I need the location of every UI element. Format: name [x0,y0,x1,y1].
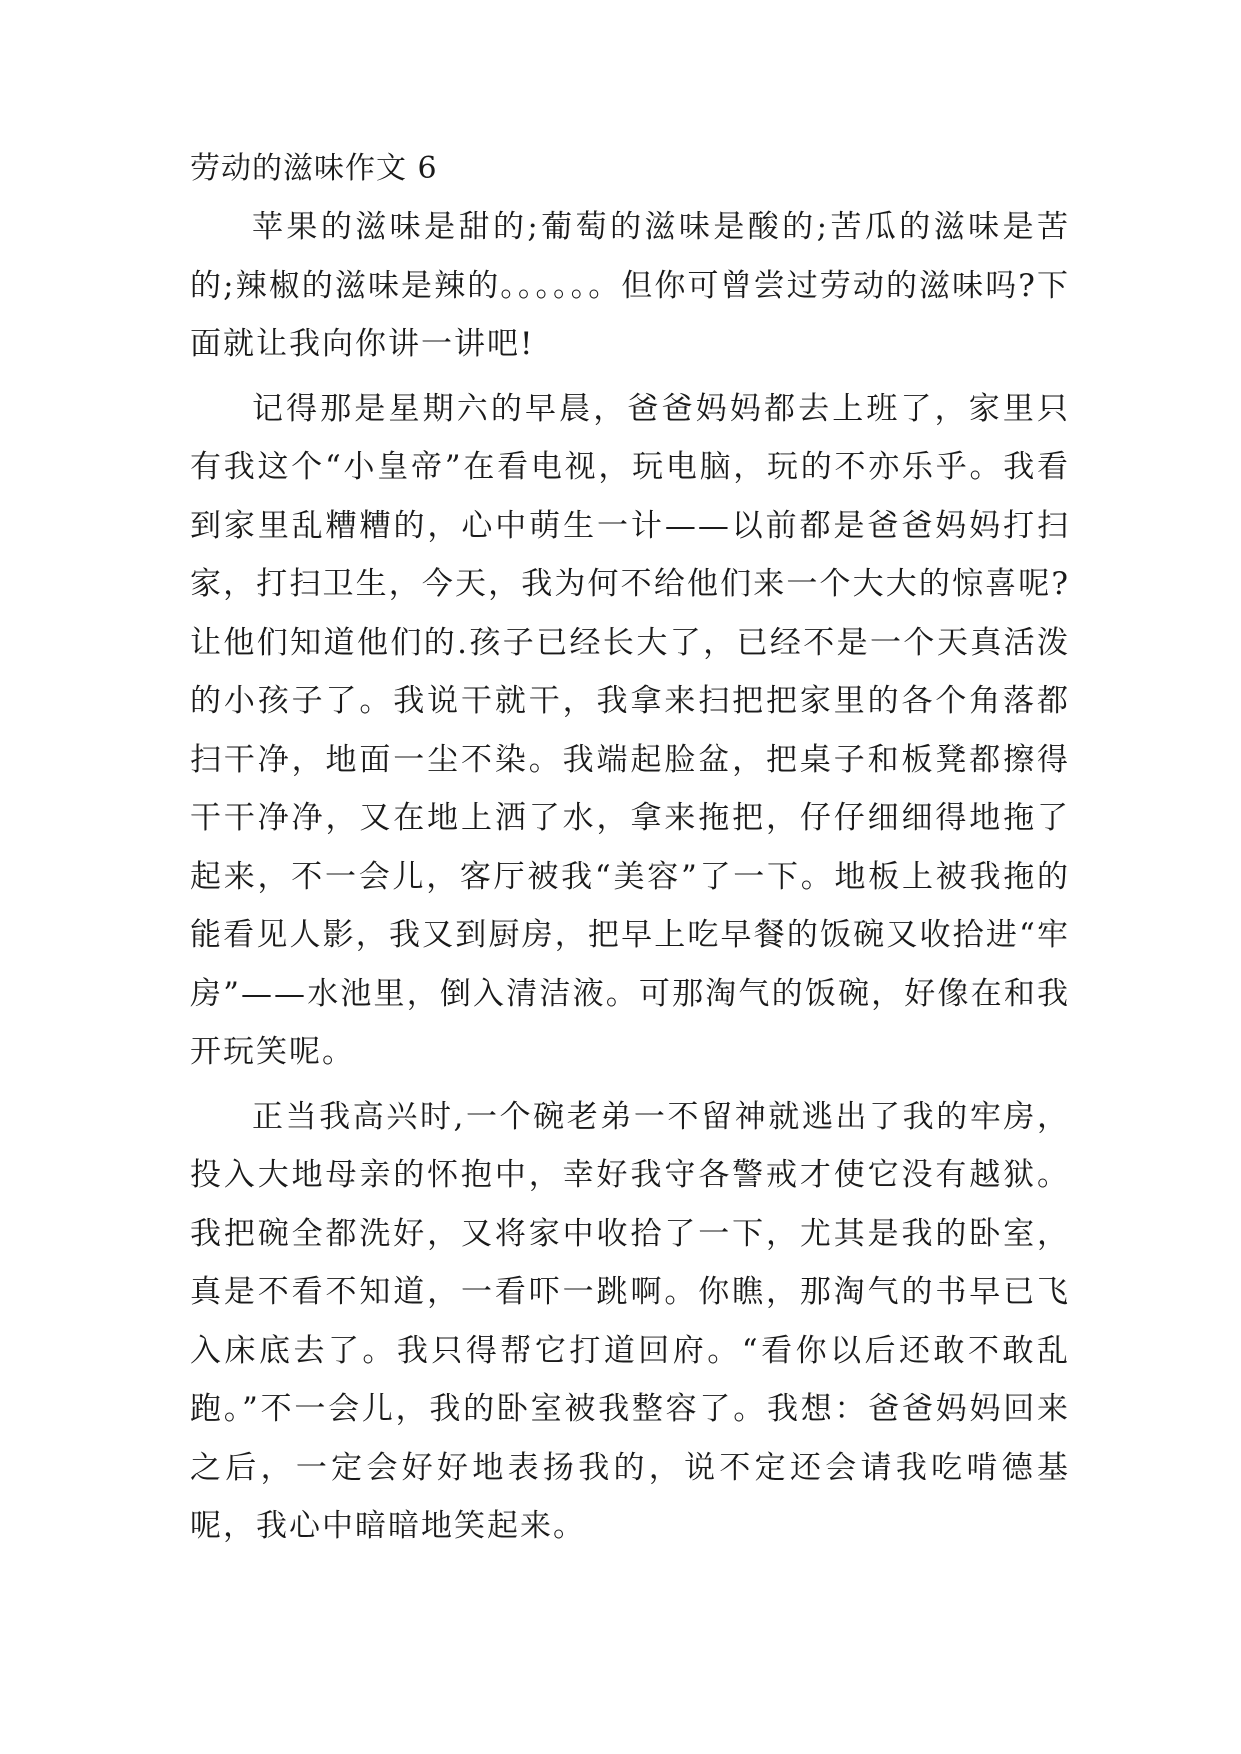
document-title: 劳动的滋味作文 6 [190,151,438,186]
paragraph-1: 苹果的滋味是甜的;葡萄的滋味是酸的;苦瓜的滋味是苦的;辣椒的滋味是辣的。。。。。。但你可曾尝过劳动的滋味吗?下面就让我向你讲一讲吧! [190,209,1070,362]
paragraph-3: 正当我高兴时,一个碗老弟一不留神就逃出了我的牢房，投入大地母亲的怀抱中，幸好我守各警戒才使它没有越狱。我把碗全都洗好，又将家中收拾了一下，尤其是我的卧室，真是不看不知道，一看吓一跳啊。你瞧，那淘气的书早已飞入床底去了。我只得帮它打道回府。“看你以后还敢不敢乱跑。”不一会儿，我的卧室被我整容了。我想：爸爸妈妈回来之后，一定会好好地表扬我的，说不定还会请我吃啃德基呢，我心中暗暗地笑起来。 [190,1098,1070,1544]
document-body [190,140,1070,1556]
paragraph-2: 记得那是星期六的早晨，爸爸妈妈都去上班了，家里只有我这个“小皇帝”在看电视，玩电脑，玩的不亦乐乎。我看到家里乱糟糟的，心中萌生一计——以前都是爸爸妈妈打扫家，打扫卫生，今天，我为何不给他们来一个大大的惊喜呢? 让他们知道他们的.孩子已经长大了，已经不是一个天真活泼的小孩子了。我说干就干，我拿来扫把把家里的各个角落都扫干净，地面一尘不染。我端起脸盆，把桌子和板凳都擦得干干净净，又在地上洒了水，拿来拖把，仔仔细细得地拖了起来，不一会儿，客厅被我“美容”了一下。地板上被我拖的能看见人影，我又到厨房，把早上吃早餐的饭碗又收拾进“牢房”——水池里，倒入清洁液。可那淘气的饭碗，好像在和我开玩笑呢。 [190,390,1070,1070]
